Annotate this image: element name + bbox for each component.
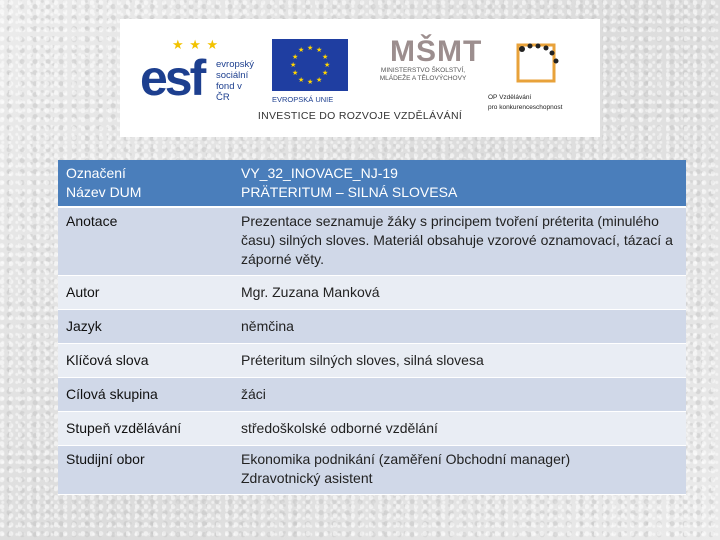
msmt-mark: MŠMT <box>390 35 483 68</box>
header-key-nazev: Název DUM <box>66 184 142 200</box>
op-logo-icon <box>508 37 568 87</box>
esf-logo <box>140 37 258 107</box>
op-caption-line1: OP Vzdělávání <box>488 94 532 101</box>
eu-caption: EVROPSKÁ UNIE <box>272 95 334 104</box>
banner-tagline: INVESTICE DO ROZVOJE VZDĚLÁVÁNÍ <box>257 110 463 122</box>
table-row <box>58 344 686 378</box>
row-key: Anotace <box>58 207 233 276</box>
row-value: Prezentace seznamuje žáky s principem tvoření préterita (minulého času) silných sloves. Materiál obsahuje vzorové oznamovací, tázací a záporné věty. <box>233 207 686 276</box>
header-value-cell <box>233 160 686 207</box>
table-row <box>58 378 686 412</box>
header-value-code: VY_32_INOVACE_NJ-19 <box>241 165 398 181</box>
row-key: Jazyk <box>58 310 233 344</box>
eu-flag-icon: ★ ★ ★ ★ ★ ★ ★ ★ ★ ★ ★ ★ <box>272 39 348 91</box>
row-value: středoškolské odborné vzdělání <box>233 412 686 446</box>
row-key: Studijní obor <box>58 446 233 495</box>
header-key-oznaceni: Označení <box>66 165 126 181</box>
esf-stars-icon: ★ ★ ★ <box>172 37 220 52</box>
op-logo <box>488 37 588 117</box>
table-row <box>58 276 686 310</box>
esf-caption-line1: evropský <box>216 59 255 70</box>
eu-logo <box>272 39 352 109</box>
msmt-logo <box>368 35 483 107</box>
msmt-caption-line2: MLÁDEŽE A TĚLOVÝCHOVY <box>379 75 467 82</box>
table-row <box>58 412 686 446</box>
row-value-line2: Zdravotnický asistent <box>241 470 373 486</box>
row-value: žáci <box>233 378 686 412</box>
op-caption-line2: pro konkurenceschopnost <box>488 104 563 111</box>
row-key: Autor <box>58 276 233 310</box>
logo-banner <box>120 19 600 137</box>
msmt-caption-line1: MINISTERSTVO ŠKOLSTVÍ, <box>380 67 466 74</box>
header-key-cell <box>58 160 233 207</box>
esf-caption <box>216 59 258 103</box>
header-value-title: PRÄTERITUM – SILNÁ SLOVESA <box>241 184 458 200</box>
svg-text:esf: esf <box>140 50 204 103</box>
row-value: němčina <box>233 310 686 344</box>
row-value: Mgr. Zuzana Manková <box>233 276 686 310</box>
table-row <box>58 310 686 344</box>
esf-caption-line2: sociální <box>216 70 249 81</box>
dum-info-table <box>58 160 686 495</box>
row-key: Stupeň vzdělávání <box>58 412 233 446</box>
row-value <box>233 446 686 495</box>
table-row <box>58 207 686 276</box>
esf-caption-line3: fond v ČR <box>216 81 242 103</box>
table-header-row <box>58 160 686 207</box>
row-value-line1: Ekonomika podnikání (zaměření Obchodní manager) <box>241 451 571 467</box>
row-key: Klíčová slova <box>58 344 233 378</box>
table-row <box>58 446 686 495</box>
row-value: Préteritum silných sloves, silná slovesa <box>233 344 686 378</box>
row-key: Cílová skupina <box>58 378 233 412</box>
